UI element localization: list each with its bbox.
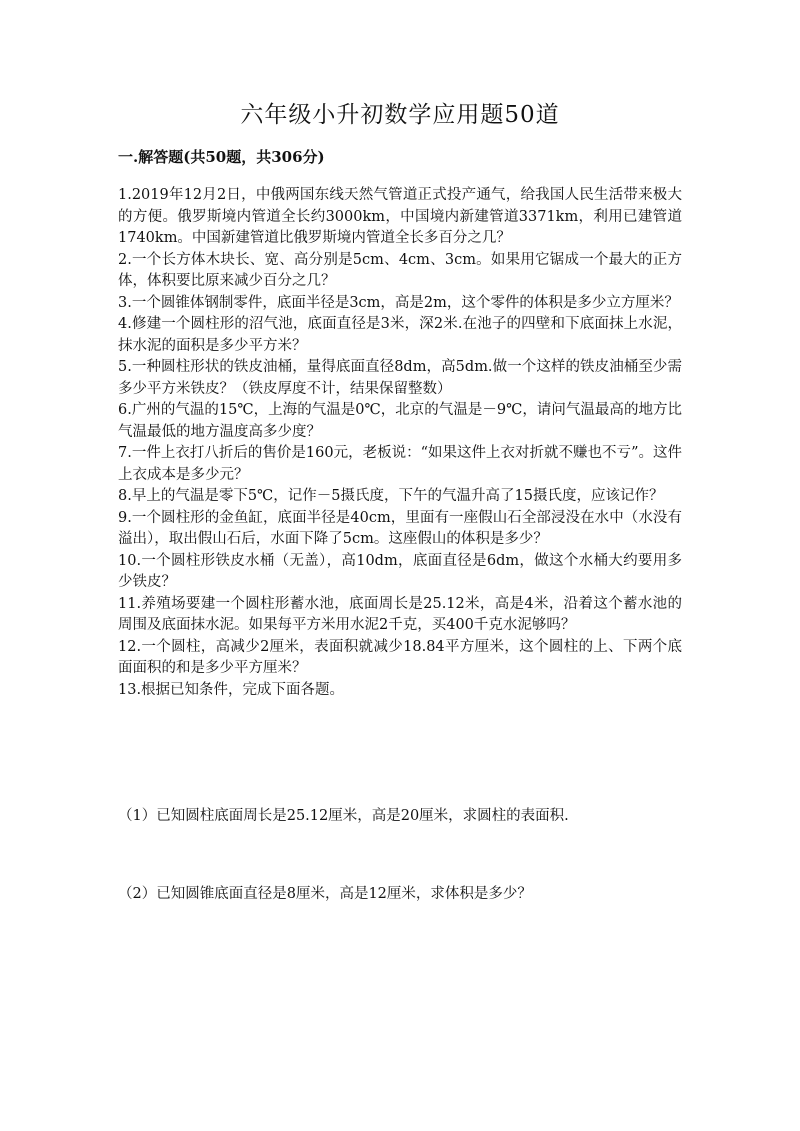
sub-question-1: （1）已知圆柱底面周长是25.12厘米，高是20厘米，求圆柱的表面积. [118, 808, 569, 824]
question-13: 13.根据已知条件，完成下面各题。 [118, 681, 345, 698]
question-1: 1.2019年12月2日，中俄两国东线天然气管道正式投产通气，给我国人民生活带来极大的方便。俄罗斯境内管道全长约3000km，中国境内新建管道3371km，利用已建管道1740km。中国新建管道比俄罗斯境内管道全长多百分之几？ [118, 187, 682, 246]
question-4: 4.修建一个圆柱形的沼气池，底面直径是3米，深2米.在池子的四壁和下底面抹上水泥，抹水泥的面积是多少平方米？ [118, 316, 682, 354]
question-10: 10.一个圆柱形铁皮水桶（无盖），高10dm，底面直径是6dm，做这个水桶大约要用多少铁皮？ [118, 552, 682, 590]
question-2: 2.一个长方体木块长、宽、高分别是5cm、4cm、3cm。如果用它锯成一个最大的正方体，体积要比原来减少百分之几？ [118, 251, 682, 289]
question-3: 3.一个圆锥体钢制零件，底面半径是3cm，高是2m，这个零件的体积是多少立方厘米？ [118, 294, 679, 311]
sub-question-2: （2）已知圆锥底面直径是8厘米，高是12厘米，求体积是多少？ [118, 886, 532, 902]
question-8: 8.早上的气温是零下5℃，记作－5摄氏度，下午的气温升高了15摄氏度，应该记作？ [118, 488, 664, 504]
section-heading: 一.解答题(共50题，共306分) [118, 148, 325, 166]
question-11: 11.养殖场要建一个圆柱形蓄水池，底面周长是25.12米，高是4米，沿着这个蓄水池的周围及底面抹水泥。如果每平方米用水泥2千克，买400千克水泥够吗？ [118, 595, 682, 633]
question-6: 6.广州的气温的15℃，上海的气温是0℃，北京的气温是－9℃，请问气温最高的地方比气温最低的地方温度高多少度？ [118, 402, 682, 440]
question-12: 12.一个圆柱，高减少2厘米，表面积就减少18.84平方厘米，这个圆柱的上、下两个底面面积的和是多少平方厘米？ [118, 638, 682, 676]
question-7: 7.一件上衣打八折后的售价是160元，老板说：“如果这件上衣对折就不赚也不亏”。这件上衣成本是多少元？ [118, 445, 682, 483]
question-5: 5.一种圆柱形状的铁皮油桶，量得底面直径8dm，高5dm.做一个这样的铁皮油桶至少需多少平方米铁皮？（铁皮厚度不计，结果保留整数） [118, 359, 682, 397]
question-9: 9.一个圆柱形的金鱼缸，底面半径是40cm，里面有一座假山石全部浸没在水中（水没有溢出），取出假山石后，水面下降了5cm。这座假山的体积是多少？ [118, 509, 682, 547]
page-title: 六年级小升初数学应用题50道 [240, 102, 560, 128]
question-list [118, 185, 682, 701]
